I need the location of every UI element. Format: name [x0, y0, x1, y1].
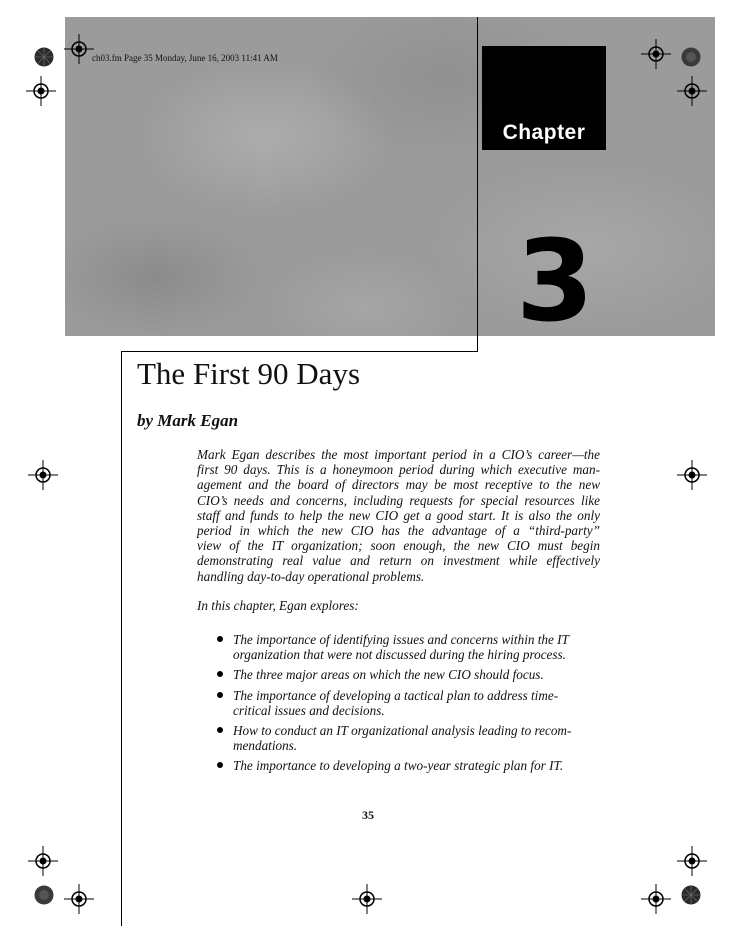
intro-line: handling day-to-day operational problems.	[197, 568, 425, 584]
bullet-icon	[217, 727, 223, 733]
color-target-icon	[681, 47, 701, 67]
bullet-icon	[217, 671, 223, 677]
intro-line: view of the IT organization; soon enough, the new CIO must begin	[197, 538, 600, 554]
color-target-icon	[34, 47, 54, 67]
registration-mark-icon	[641, 884, 671, 914]
registration-mark-icon	[352, 884, 382, 914]
registration-mark-icon	[64, 34, 94, 64]
chapter-label: Chapter	[502, 121, 586, 144]
intro-line: first 90 days. This is a honeymoon period during which executive man-	[197, 462, 600, 478]
list-item-line: The importance to developing a two-year strategic plan for IT.	[233, 758, 564, 774]
registration-mark-icon	[641, 39, 671, 69]
registration-mark-icon	[26, 76, 56, 106]
chapter-number: 3	[516, 217, 594, 347]
list-item	[217, 758, 607, 773]
intro-paragraph	[197, 447, 600, 584]
list-item	[217, 688, 607, 718]
intro-line: staff and funds to help the new CIO get a good start. It is also the only	[197, 507, 600, 523]
list-item-line: critical issues and decisions.	[233, 702, 385, 718]
list-item	[217, 667, 607, 682]
registration-mark-icon	[64, 884, 94, 914]
intro-line: agement and the board of directors may be most receptive to the new	[197, 477, 600, 493]
lead-sentence: In this chapter, Egan explores:	[197, 598, 359, 613]
list-item	[217, 632, 607, 662]
registration-mark-icon	[677, 460, 707, 490]
frame-line-horizontal	[121, 351, 478, 352]
list-item-line: The importance of developing a tactical plan to address time-	[233, 687, 559, 703]
registration-mark-icon	[28, 846, 58, 876]
intro-line: CIO’s needs and concerns, including requests for special resources like	[197, 492, 600, 508]
topic-list	[217, 632, 607, 779]
registration-mark-icon	[677, 76, 707, 106]
frame-line-vertical-left	[121, 351, 122, 926]
page-number: 35	[362, 808, 374, 822]
registration-mark-icon	[28, 460, 58, 490]
chapter-header-panel	[65, 17, 715, 347]
page-title: The First 90 Days	[137, 356, 361, 391]
intro-line: period in which the new CIO has the advantage of a “third-party”	[197, 523, 600, 539]
color-target-icon	[34, 885, 54, 905]
author-byline: by Mark Egan	[137, 411, 239, 430]
bullet-icon	[217, 636, 223, 642]
list-item-line: mendations.	[233, 738, 298, 754]
list-item-line: How to conduct an IT organizational analysis leading to recom-	[233, 723, 572, 739]
frame-line-vertical-right	[477, 17, 478, 352]
list-item-line: organization that were not discussed during the hiring process.	[233, 647, 566, 663]
bullet-icon	[217, 692, 223, 698]
list-item-line: The three major areas on which the new CIO should focus.	[233, 667, 544, 683]
color-target-icon	[681, 885, 701, 905]
list-item-line: The importance of identifying issues and concerns within the IT	[233, 632, 569, 647]
bullet-icon	[217, 762, 223, 768]
file-info-text: ch03.fm Page 35 Monday, June 16, 2003 11:41 AM	[92, 53, 278, 63]
intro-line: demonstrating real value and return on investment while effectively	[197, 553, 600, 569]
list-item	[217, 723, 607, 753]
registration-mark-icon	[677, 846, 707, 876]
intro-line: Mark Egan describes the most important period in a CIO’s career—the	[197, 447, 600, 462]
